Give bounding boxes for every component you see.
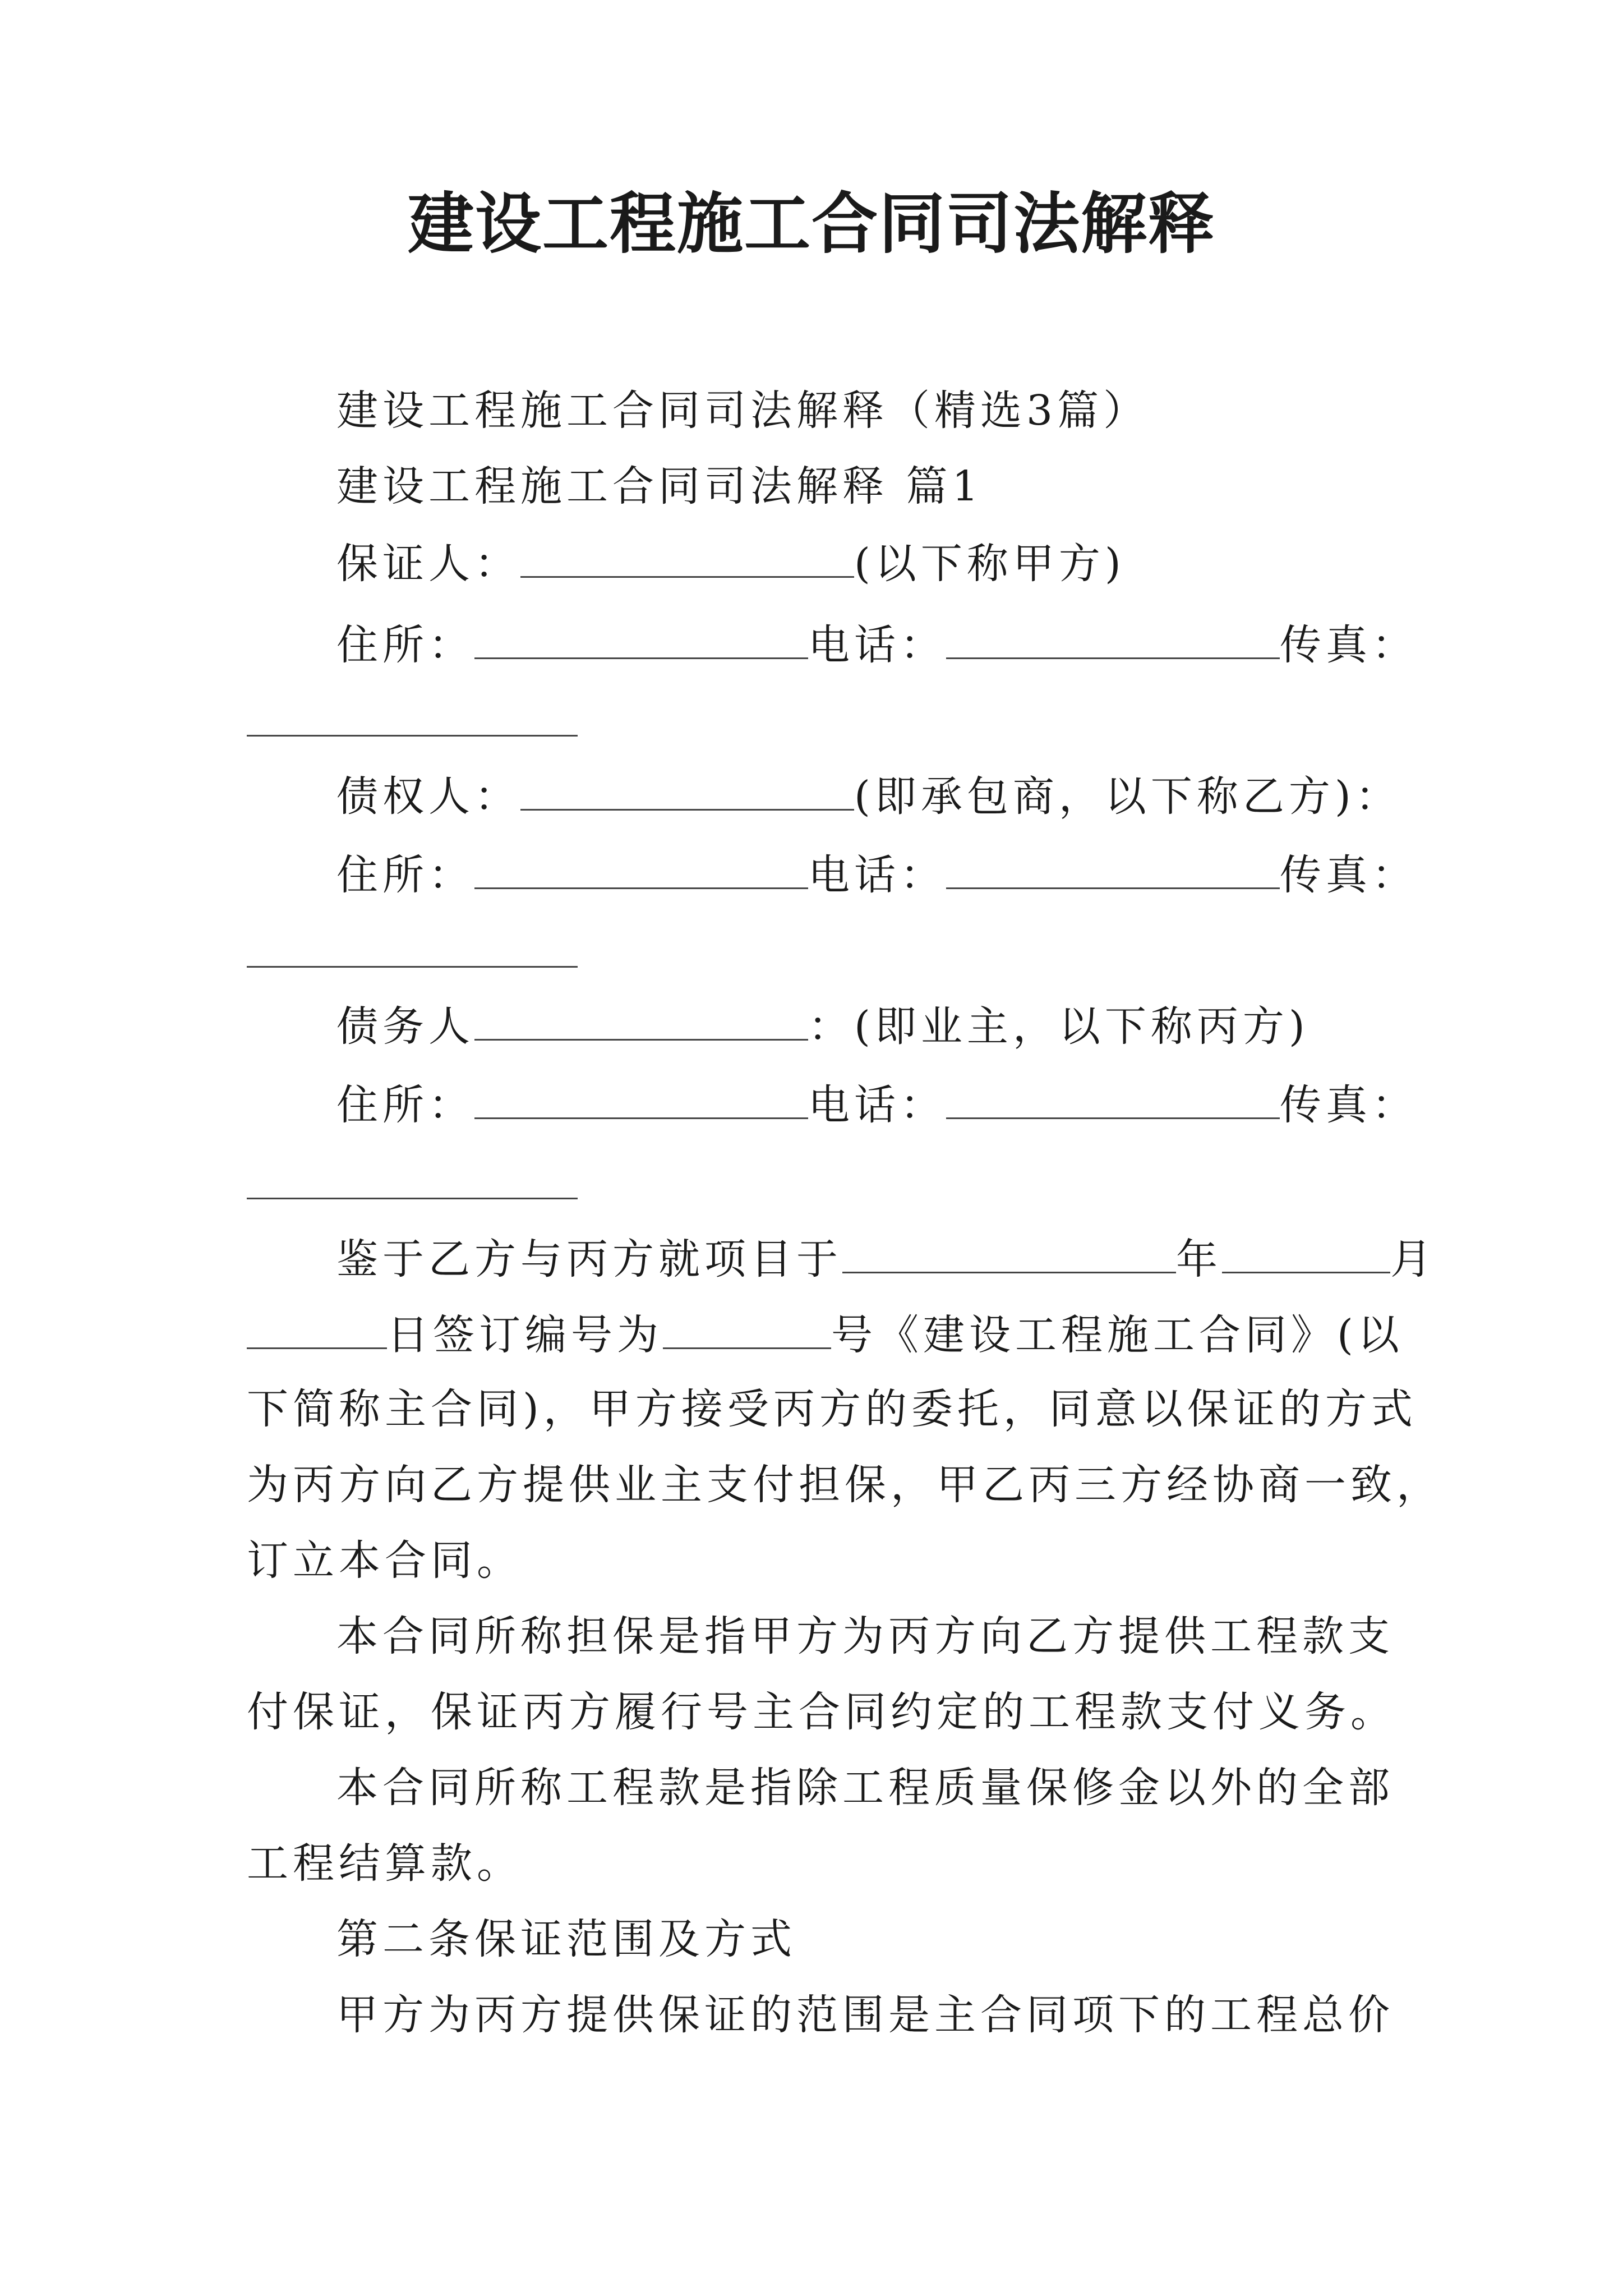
creditor-contact-line	[336, 851, 1418, 899]
guarantor-note: (以下称甲方)	[854, 540, 1126, 588]
guarantor-line	[336, 540, 1126, 588]
phone-blank[interactable]	[946, 853, 1280, 889]
creditor-label: 债权人：	[336, 772, 520, 821]
paragraph-1-line-4: 为丙方向乙方提供业主支付担保，甲乙丙三方经协商一致，	[247, 1461, 1442, 1509]
address-label: 住所：	[336, 851, 474, 899]
phone-label: 电话：	[808, 621, 946, 669]
phone-blank[interactable]	[946, 1083, 1280, 1119]
month-blank[interactable]	[1222, 1237, 1390, 1273]
fax-label: 传真：	[1280, 1081, 1418, 1129]
paragraph-text: 鉴于乙方与丙方就项目于	[336, 1235, 842, 1283]
guarantor-blank[interactable]	[520, 541, 854, 578]
debtor-blank[interactable]	[474, 1004, 808, 1041]
day-blank[interactable]	[247, 1313, 387, 1349]
creditor-note: (即承包商，以下称乙方)：	[854, 772, 1401, 821]
document-title: 建设工程施工合同司法解释	[407, 185, 1215, 263]
debtor-label: 债务人	[336, 1002, 474, 1051]
contract-number-blank[interactable]	[663, 1313, 831, 1349]
guarantor-label: 保证人：	[336, 540, 520, 588]
debtor-note: ：(即业主，以下称丙方)	[808, 1002, 1310, 1051]
fax-blank[interactable]	[247, 966, 578, 968]
paragraph-1-line-3: 下简称主合同)，甲方接受丙方的委托，同意以保证的方式	[247, 1385, 1417, 1433]
year-blank[interactable]	[842, 1237, 1176, 1273]
paragraph-1-line-2	[247, 1311, 1404, 1359]
phone-label: 电话：	[808, 1081, 946, 1129]
paragraph-5-line-1: 甲方为丙方提供保证的范围是主合同项下的工程总价	[336, 1991, 1394, 2039]
debtor-line	[336, 1002, 1310, 1051]
address-blank[interactable]	[474, 1083, 808, 1119]
phone-blank[interactable]	[946, 623, 1280, 659]
paragraph-2-line-2: 付保证，保证丙方履行号主合同约定的工程款支付义务。	[247, 1688, 1396, 1736]
paragraph-3-line-2: 工程结算款。	[247, 1839, 523, 1888]
month-label: 月	[1390, 1235, 1436, 1283]
creditor-line	[336, 772, 1401, 821]
paragraph-text: 日签订编号为	[387, 1311, 663, 1359]
paragraph-1-line-1	[336, 1235, 1436, 1283]
paragraph-2-line-1: 本合同所称担保是指甲方为丙方向乙方提供工程款支	[336, 1612, 1394, 1660]
address-blank[interactable]	[474, 623, 808, 659]
fax-label: 传真：	[1280, 621, 1418, 669]
phone-label: 电话：	[808, 851, 946, 899]
section-heading: 第二条保证范围及方式	[336, 1915, 796, 1963]
paragraph-1-line-5: 订立本合同。	[247, 1536, 523, 1585]
paragraph-3-line-1: 本合同所称工程款是指除工程质量保修金以外的全部	[336, 1764, 1394, 1812]
fax-blank[interactable]	[247, 1198, 578, 1199]
fax-label: 传真：	[1280, 851, 1418, 899]
creditor-blank[interactable]	[520, 774, 854, 811]
intro-line-2: 建设工程施工合同司法解释 篇1	[336, 462, 983, 510]
guarantor-contact-line	[336, 621, 1418, 669]
address-label: 住所：	[336, 1081, 474, 1129]
address-blank[interactable]	[474, 853, 808, 889]
debtor-contact-line	[336, 1081, 1418, 1129]
intro-line-1: 建设工程施工合同司法解释（精选3篇）	[336, 386, 1150, 435]
paragraph-text: 号《建设工程施工合同》(以	[831, 1311, 1404, 1359]
fax-blank[interactable]	[247, 735, 578, 737]
year-label: 年	[1176, 1235, 1222, 1283]
address-label: 住所：	[336, 621, 474, 669]
